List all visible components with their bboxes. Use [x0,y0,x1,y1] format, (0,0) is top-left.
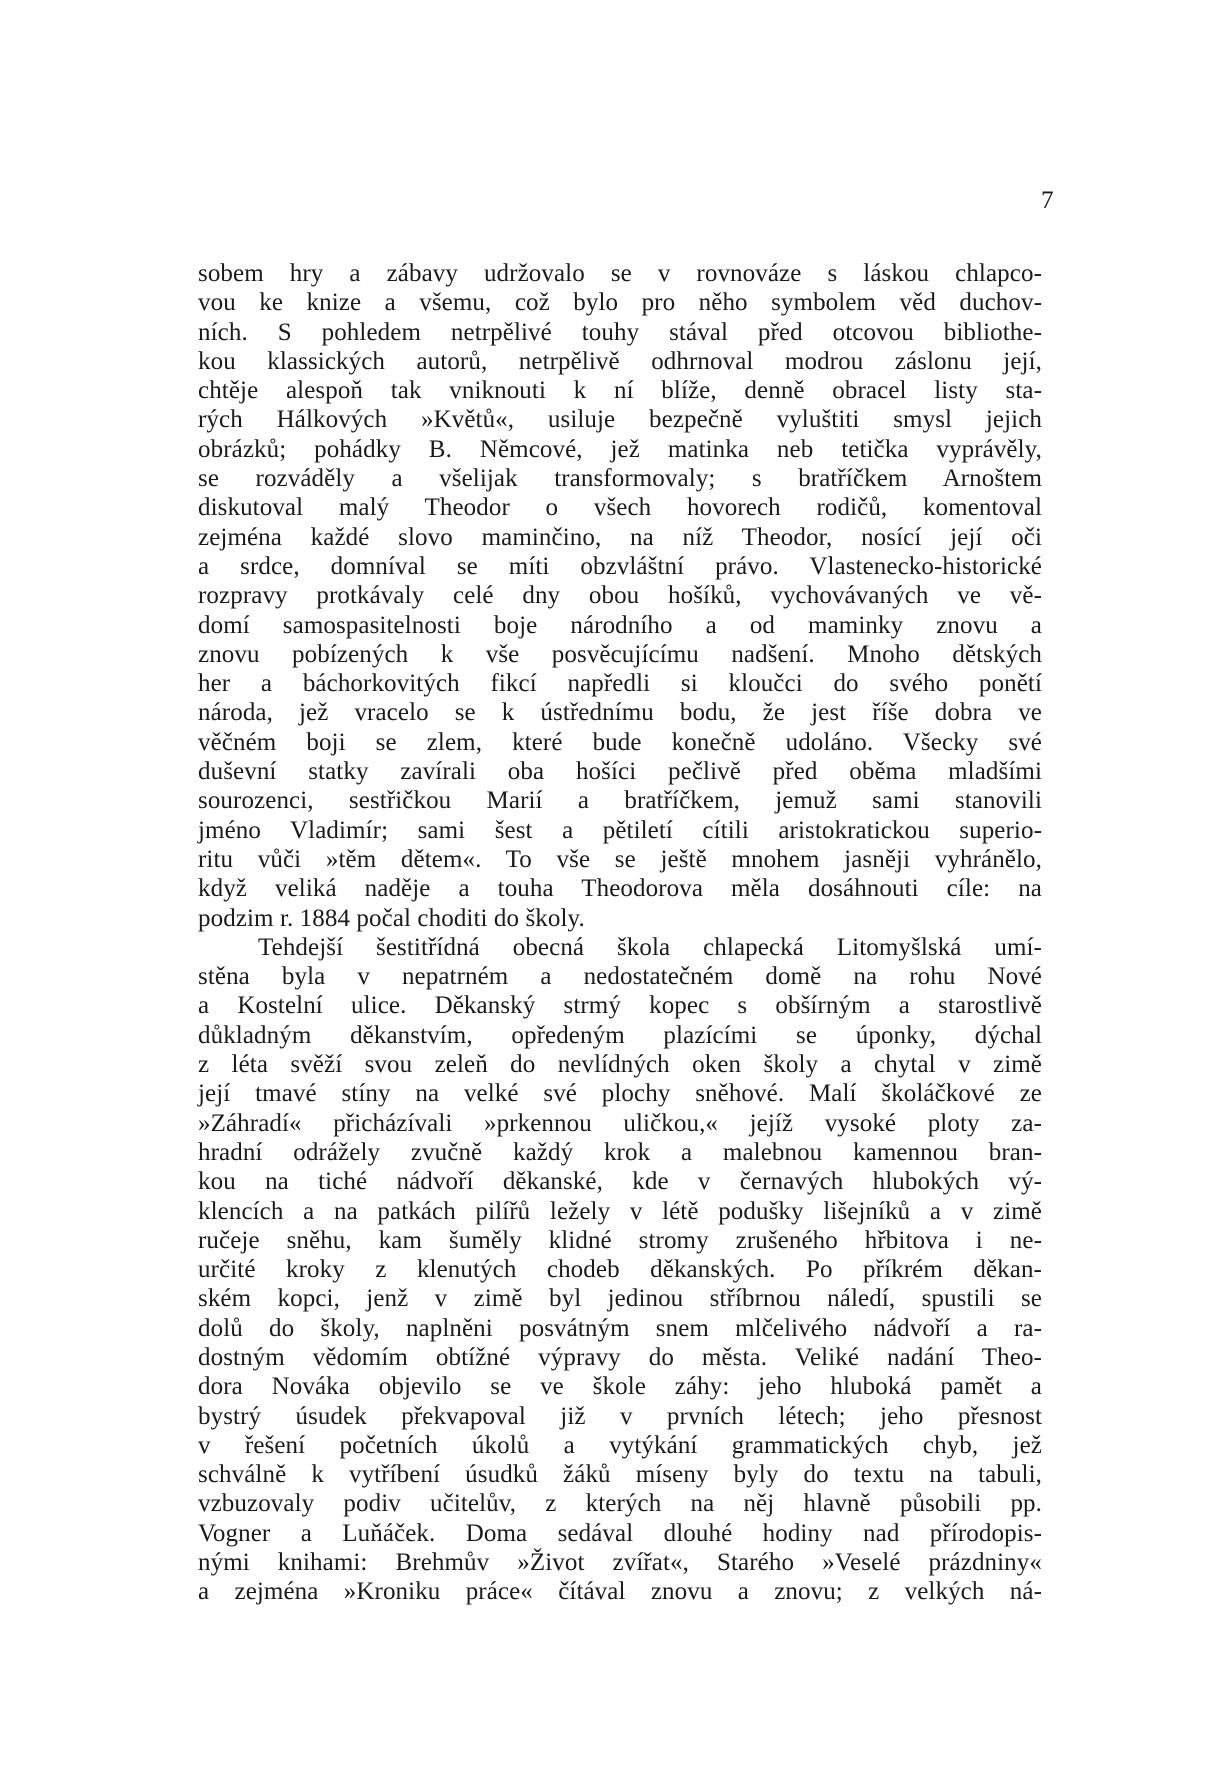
text-line: věčném boji se zlem, které bude konečně udoláno. Všecky své [198,728,1042,756]
text-line: dolů do školy, naplněni posvátným snem mlčelivého nádvoří a ra- [198,1314,1042,1342]
text-line: ních. S pohledem netrpělivé touhy stával před otcovou bibliothe- [198,318,1042,346]
text-line: dostným vědomím obtížné výpravy do města. Veliké nadání Theo- [198,1343,1042,1371]
text-line: znovu pobízených k vše posvěcujícímu nadšení. Mnoho dětských [198,640,1042,668]
text-line: národa, jež vracelo se k ústřednímu bodu, že jest říše dobra ve [198,699,1042,727]
text-line: její tmavé stíny na velké své plochy sněhové. Malí školáčkové ze [198,1080,1042,1108]
text-line: ském kopci, jenž v zimě byl jedinou stříbrnou náledí, spustili se [198,1285,1042,1313]
text-line: rých Hálkových »Květů«, usiluje bezpečně vyluštiti smysl jejich [198,406,1042,434]
text-line: domí samospasitelnosti boje národního a od maminky znovu a [198,611,1042,639]
text-line: hradní odrážely zvučně každý krok a malebnou kamennou bran- [198,1138,1042,1166]
text-line: vou ke knize a všemu, což bylo pro něho symbolem věd duchov- [198,289,1042,317]
text-line: bystrý úsudek překvapoval již v prvních létech; jeho přesnost [198,1402,1042,1430]
text-line: podzim r. 1884 počal choditi do školy. [198,904,585,932]
text-line: Tehdejší šestitřídná obecná škola chlapecká Litomyšlská umí- [258,933,1042,961]
text-line: sobem hry a zábavy udržovalo se v rovnováze s láskou chlapco- [198,260,1042,287]
text-line: chtěje alespoň tak vniknouti k ní blíže, denně obracel listy sta- [198,377,1042,405]
text-line: vzbuzovaly podiv učitelův, z kterých na něj hlavně působili pp. [198,1490,1042,1518]
text-line: diskutoval malý Theodor o všech hovorech rodičů, komentoval [198,494,1042,522]
text-line: zejména každé slovo maminčino, na níž Theodor, nosící její oči [198,523,1042,551]
text-line: klencích a na patkách pilířů ležely v létě podušky lišejníků a v zimě [198,1197,1042,1225]
text-line: jméno Vladimír; sami šest a pětiletí cítili aristokratickou superio- [198,816,1042,844]
page-number: 7 [1041,187,1054,214]
text-line: »Záhradí« přicházívali »prkennou uličkou,« jejíž vysoké ploty za- [198,1109,1042,1137]
text-line: v řešení početních úkolů a vytýkání grammatických chyb, jež [198,1431,1042,1459]
text-line: obrázků; pohádky B. Němcové, jež matinka neb tetička vyprávěly, [198,435,1042,463]
body-text [198,259,1042,1607]
text-line: Vogner a Luňáček. Doma sedával dlouhé hodiny nad přírodopis- [198,1519,1042,1547]
text-line: sourozenci, sestřičkou Marií a bratříčkem, jemuž sami stanovili [198,787,1042,815]
text-line: kou na tiché nádvoří děkanské, kde v černavých hlubokých vý- [198,1168,1042,1196]
text-line: když veliká naděje a touha Theodorova měla dosáhnouti cíle: na [198,875,1042,903]
text-line: nými knihami: Brehmův »Život zvířat«, Starého »Veselé prázdniny« [198,1549,1042,1577]
text-line: rozpravy protkávaly celé dny obou hošíků, vychovávaných ve vě- [198,582,1042,610]
text-line: se rozváděly a všelijak transformovaly; s bratříčkem Arnoštem [198,465,1042,493]
text-line: stěna byla v nepatrném a nedostatečném domě na rohu Nové [198,963,1042,991]
text-line: dora Nováka objevilo se ve škole záhy: jeho hluboká pamět a [198,1373,1042,1401]
paragraph-1 [198,259,1042,933]
text-line: schválně k vytříbení úsudků žáků míseny byly do textu na tabuli, [198,1461,1042,1489]
paragraph-2 [198,933,1042,1607]
text-line: a srdce, domníval se míti obzvláštní právo. Vlastenecko-historické [198,552,1042,580]
text-line: důkladným děkanstvím, opředeným plazícími se úponky, dýchal [198,1021,1042,1049]
text-line: duševní statky zavírali oba hošíci pečlivě před oběma mladšími [198,758,1042,786]
text-line: kou klassických autorů, netrpělivě odhrnoval modrou záslonu její, [198,347,1042,375]
text-line: a zejména »Kroniku práce« čítával znovu a znovu; z velkých ná- [198,1578,1042,1606]
text-line: určité kroky z klenutých chodeb děkanských. Po příkrém děkan- [198,1256,1042,1284]
text-line: a Kostelní ulice. Děkanský strmý kopec s obšírným a starostlivě [198,992,1042,1020]
text-line: ručeje sněhu, kam šuměly klidné stromy zrušeného hřbitova i ne- [198,1226,1042,1254]
text-line: z léta svěží svou zeleň do nevlídných oken školy a chytal v zimě [198,1051,1042,1079]
text-line: ritu vůči »těm dětem«. To vše se ještě mnohem jasněji vyhránělo, [198,845,1042,873]
text-line: her a báchorkovitých fikcí napředli si kloučci do svého ponětí [198,670,1042,698]
